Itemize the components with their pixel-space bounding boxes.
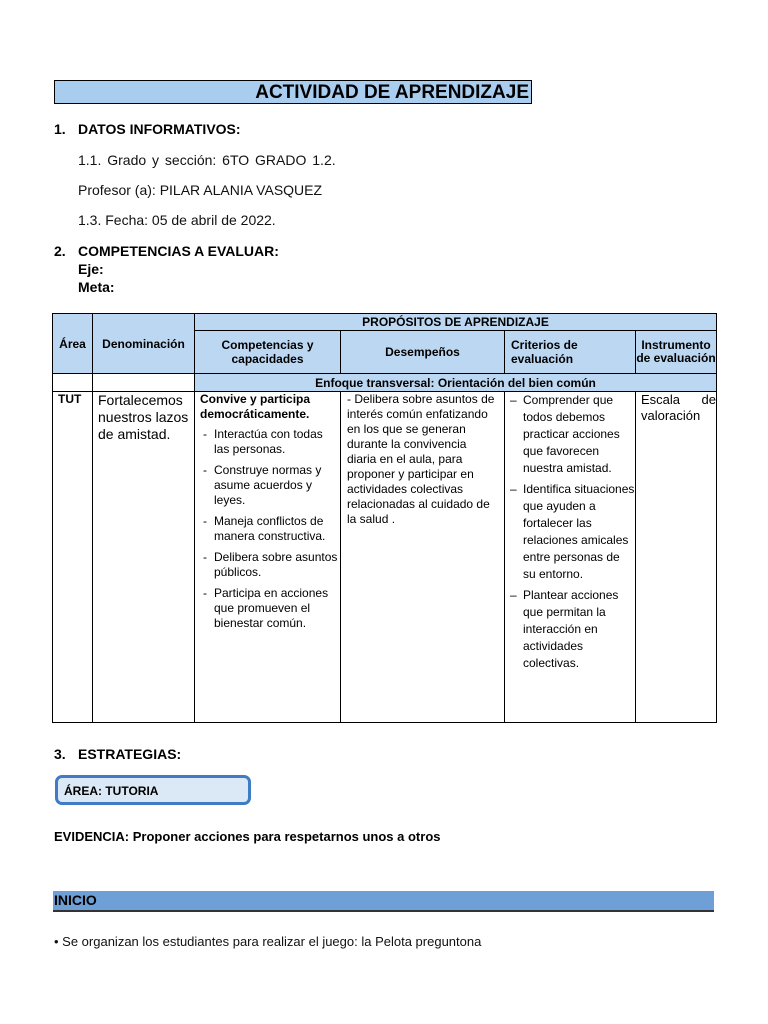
capacidad-item: - Maneja conflictos de manera constructiva.: [200, 514, 340, 544]
col-competencias-header: Competencias y capacidades: [195, 331, 341, 374]
empty-denominacion-cell: [93, 374, 195, 392]
inicio-bullet: • Se organizan los estudiantes para realizar el juego: la Pelota preguntona: [54, 934, 482, 949]
section1-number: 1.: [54, 121, 66, 137]
eje-label: Eje:: [78, 261, 104, 277]
capacidad-item: - Participa en acciones que promueven el bienestar común.: [200, 586, 340, 631]
desempeno-cell: - Delibera sobre asuntos de interés común enfatizando en los que se generan durante la convivencia diaria en el aula, para proponer y participar en actividades colectivas relacionadas al cuidado de la salud .: [341, 392, 505, 723]
col-instrumento-header: Instrumento de evaluación: [636, 331, 717, 374]
purposes-table: [52, 313, 717, 723]
inicio-heading: INICIO: [53, 891, 714, 912]
capacidades-list: [200, 427, 340, 631]
competencia-title: Convive y participa democráticamente.: [200, 392, 311, 421]
capacidad-item: - Construye normas y asume acuerdos y leyes.: [200, 463, 340, 508]
criterios-list: [508, 392, 635, 672]
section2-heading: COMPETENCIAS A EVALUAR:: [78, 243, 279, 259]
section3-number: 3.: [54, 746, 66, 762]
propositos-header: PROPÓSITOS DE APRENDIZAJE: [195, 314, 717, 331]
denominacion-cell: Fortalecemos nuestros lazos de amistad.: [93, 392, 195, 723]
empty-area-cell: [53, 374, 93, 392]
section1-heading: DATOS INFORMATIVOS:: [78, 121, 241, 137]
col-denominacion-header: Denominación: [93, 314, 195, 374]
page-title: ACTIVIDAD DE APRENDIZAJE: [54, 80, 532, 104]
col-criterios-header: Criterios de evaluación: [505, 331, 636, 374]
section2-number: 2.: [54, 243, 66, 259]
enfoque-transversal: Enfoque transversal: Orientación del bien común: [195, 374, 717, 392]
capacidad-item: - Interactúa con todas las personas.: [200, 427, 340, 457]
instrumento-cell: Escala de valoración: [636, 392, 717, 723]
section3-heading: ESTRATEGIAS:: [78, 746, 182, 762]
fecha-line: 1.3. Fecha: 05 de abril de 2022.: [78, 212, 276, 228]
grado-line: 1.1. Grado y sección: 6TO GRADO 1.2.: [78, 152, 336, 168]
evidencia-line: EVIDENCIA: Proponer acciones para respetarnos unos a otros: [54, 829, 441, 844]
col-area-header: Área: [53, 314, 93, 374]
criterio-item: – Plantear acciones que permitan la interacción en actividades colectivas.: [508, 587, 635, 672]
profesor-line: Profesor (a): PILAR ALANIA VASQUEZ: [78, 182, 323, 198]
criterio-item: – Comprender que todos debemos practicar acciones que favorecen nuestra amistad.: [508, 392, 635, 477]
area-cell: TUT: [53, 392, 93, 723]
competencias-cell: [195, 392, 341, 723]
meta-label: Meta:: [78, 279, 115, 295]
criterio-item: – Identifica situaciones que ayuden a fortalecer las relaciones amicales entre personas de su entorno.: [508, 481, 635, 583]
col-desempenos-header: Desempeños: [341, 331, 505, 374]
criterios-cell: [505, 392, 636, 723]
capacidad-item: - Delibera sobre asuntos públicos.: [200, 550, 340, 580]
area-tutoria-box: ÁREA: TUTORIA: [55, 775, 251, 805]
